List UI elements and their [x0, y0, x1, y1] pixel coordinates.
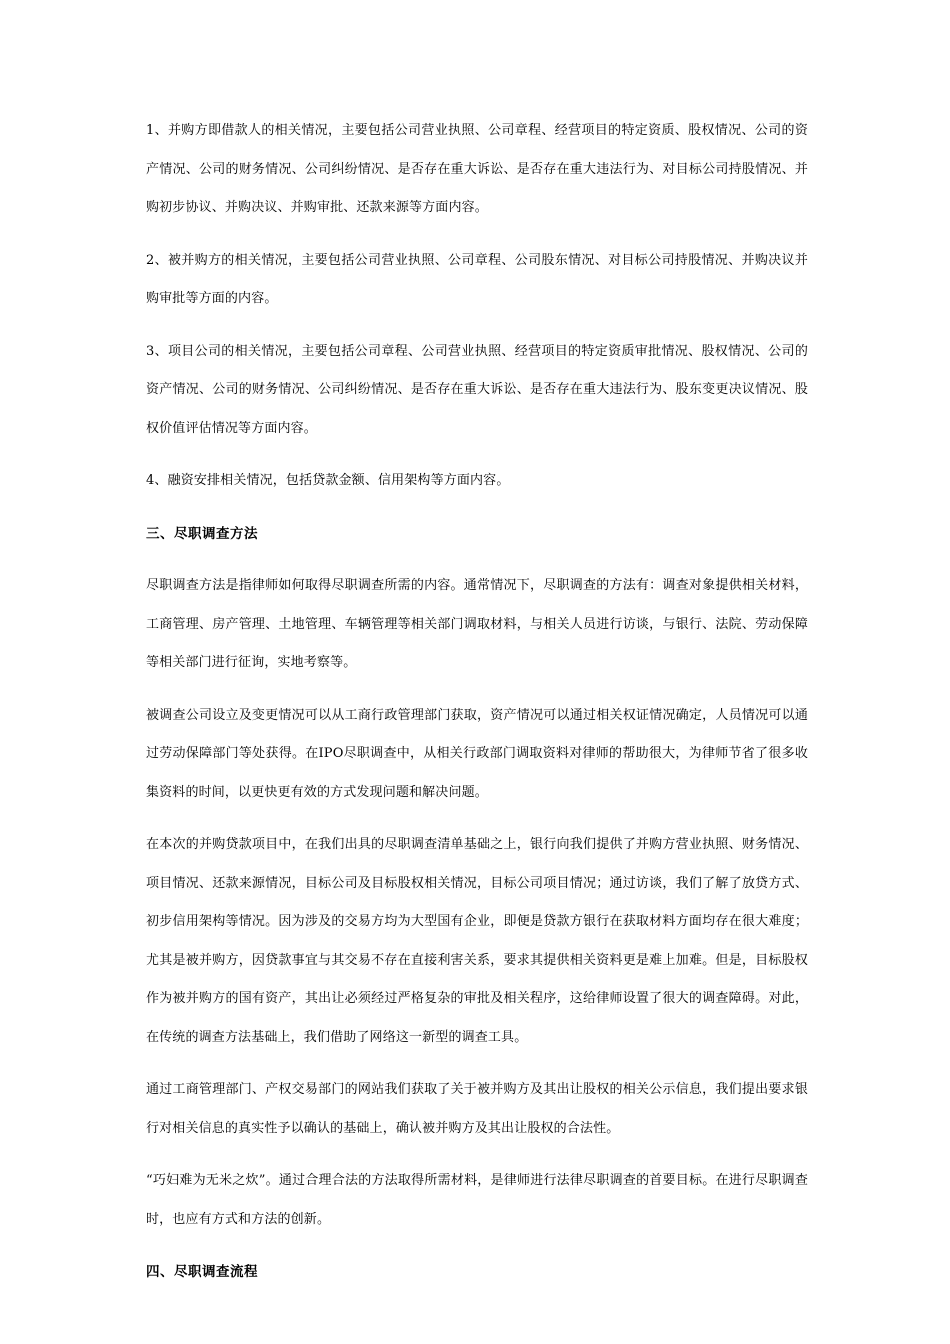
- paragraph-online-research: 通过工商管理部门、产权交易部门的网站我们获取了关于被并购方及其出让股权的相关公示信息，我们提出要求银行对相关信息的真实性予以确认的基础上，确认被并购方及其出让股权的合法性。: [146, 1082, 808, 1136]
- paragraph-case-experience: 在本次的并购贷款项目中，在我们出具的尽职调查清单基础之上，银行向我们提供了并购方营业执照、财务情况、项目情况、还款来源情况，目标公司及目标股权相关情况，目标公司项目情况；通过访谈，我们了解了放贷方式、初步信用架构等情况。因为涉及的交易方均为大型国有企业，即便是贷款方银行在获取材料方面均存在很大难度；尤其是被并购方，因贷款事宜与其交易不存在直接利害关系，要求其提供相关资料更是难上加难。但是，目标股权作为被并购方的国有资产，其出让必须经过严格复杂的审批及相关程序，这给律师设置了很大的调查障碍。对此，在传统的调查方法基础上，我们借助了网络这一新型的调查工具。: [146, 837, 808, 1045]
- document-page: [146, 112, 808, 1306]
- paragraph-sources: 被调查公司设立及变更情况可以从工商行政管理部门获取，资产情况可以通过相关权证情况确定，人员情况可以通过劳动保障部门等处获得。在IPO尽职调查中，从相关行政部门调取资料对律师的帮助很大，为律师节省了很多收集资料的时间，以更快更有效的方式发现问题和解决问题。: [146, 707, 808, 800]
- paragraph-methods-intro: 尽职调查方法是指律师如何取得尽职调查所需的内容。通常情况下，尽职调查的方法有：调查对象提供相关材料，工商管理、房产管理、土地管理、车辆管理等相关部门调取材料，与相关人员进行访谈，与银行、法院、劳动保障等相关部门进行征询，实地考察等。: [146, 578, 808, 670]
- paragraph-acquirer-info: 1、并购方即借款人的相关情况，主要包括公司营业执照、公司章程、经营项目的特定资质、股权情况、公司的资产情况、公司的财务情况、公司纠纷情况、是否存在重大诉讼、是否存在重大违法行为、对目标公司持股情况、并购初步协议、并购决议、并购审批、还款来源等方面内容。: [146, 123, 808, 215]
- paragraph-target-info: 2、被并购方的相关情况，主要包括公司营业执照、公司章程、公司股东情况、对目标公司持股情况、并购决议并购审批等方面的内容。: [146, 252, 808, 306]
- paragraph-conclusion: “巧妇难为无米之炊”。通过合理合法的方法取得所需材料，是律师进行法律尽职调查的首要目标。在进行尽职调查时，也应有方式和方法的创新。: [146, 1173, 808, 1227]
- paragraph-financing-arrangement: 4、融资安排相关情况，包括贷款金额、信用架构等方面内容。: [146, 473, 510, 488]
- paragraph-project-company-info: 3、项目公司的相关情况，主要包括公司章程、公司营业执照、经营项目的特定资质审批情况、股权情况、公司的资产情况、公司的财务情况、公司纠纷情况、是否存在重大诉讼、是否存在重大违法行为、股东变更决议情况、股权价值评估情况等方面内容。: [146, 343, 808, 436]
- section-heading-process: 四、尽职调查流程: [146, 1264, 258, 1280]
- section-heading-methods: 三、尽职调查方法: [146, 525, 258, 542]
